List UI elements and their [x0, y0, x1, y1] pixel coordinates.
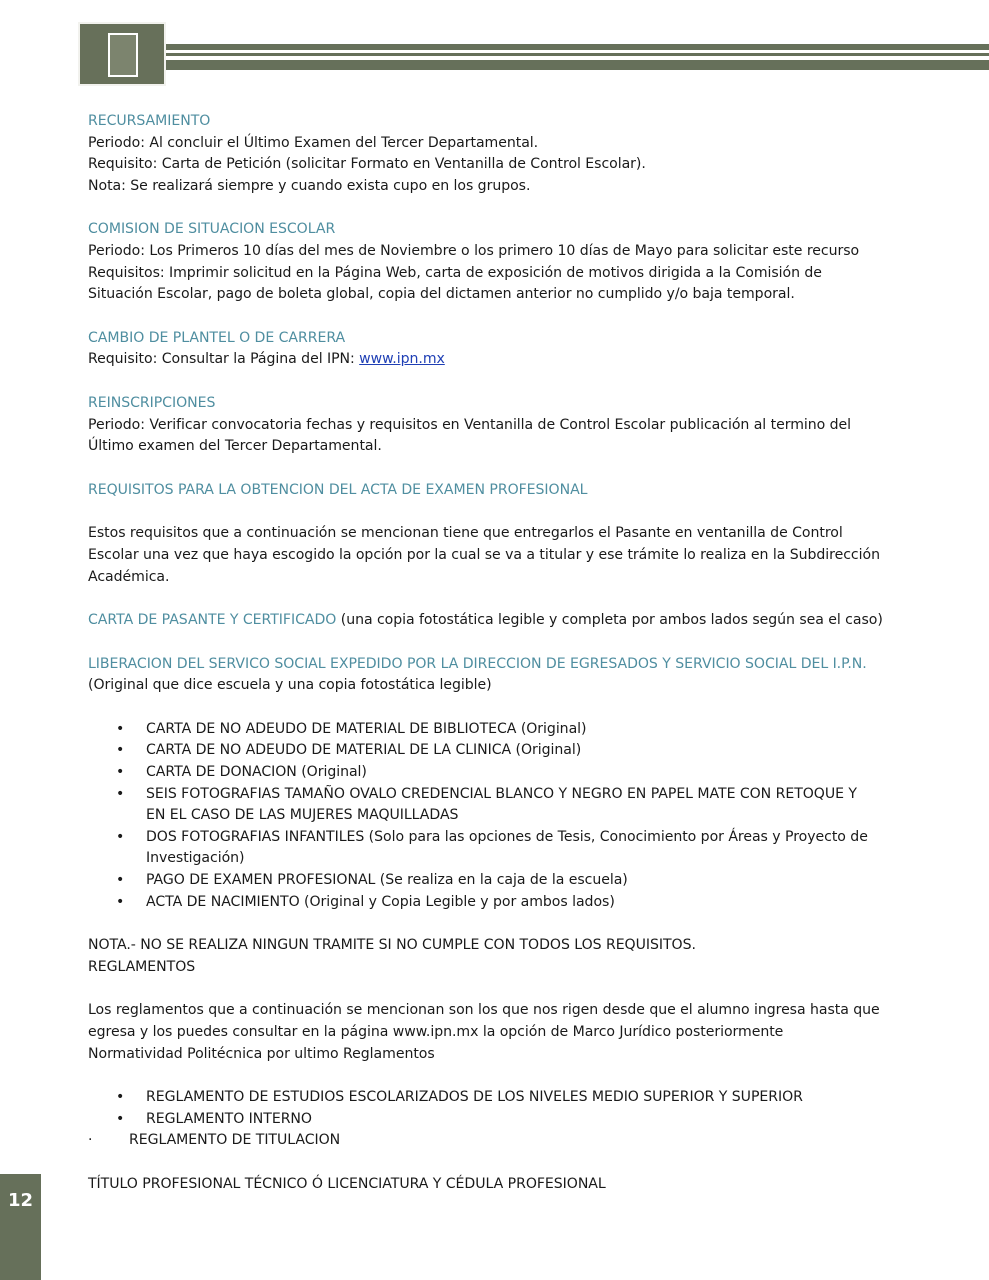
text-line: Requisitos: Imprimir solicitud en la Página Web, carta de exposición de motivos dirigida a la Comisión de	[88, 264, 822, 281]
text-line: Requisito: Carta de Petición (solicitar Formato en Ventanilla de Control Escolar).	[88, 156, 646, 173]
list-item: • REGLAMENTO DE ESTUDIOS ESCOLARIZADOS DE LOS NIVELES MEDIO SUPERIOR Y SUPERIOR	[88, 1087, 918, 1109]
ipn-link[interactable]: www.ipn.mx	[359, 351, 445, 368]
text-line: Periodo: Verificar convocatoria fechas y requisitos en Ventanilla de Control Escolar publicación al termino del	[88, 416, 852, 433]
nota-text: NOTA.- NO SE REALIZA NINGUN TRAMITE SI NO CUMPLE CON TODOS LOS REQUISITOS.	[88, 937, 696, 954]
text-line: (Original que dice escuela y una copia fotostática legible)	[88, 677, 492, 694]
text-line	[88, 349, 918, 371]
logo	[78, 22, 166, 86]
text-line: Estos requisitos que a continuación se mencionan tiene que entregarlos el Pasante en ventanilla de Control	[88, 525, 843, 542]
text-line: Escolar una vez que haya escogido la opción por la cual se va a titular y ese trámite lo realiza en la Subdirección	[88, 546, 880, 563]
list-item: • CARTA DE DONACION (Original)	[88, 762, 918, 784]
list-item: • ACTA DE NACIMIENTO (Original y Copia Legible y por ambos lados)	[88, 892, 918, 914]
page-number: 12	[7, 1190, 34, 1211]
list-item	[88, 827, 918, 870]
text-line: Los reglamentos que a continuación se mencionan son los que nos rigen desde que el alumno ingresa hasta que	[88, 1002, 880, 1019]
text-line: Periodo: Los Primeros 10 días del mes de Noviembre o los primero 10 días de Mayo para solicitar este recurso	[88, 242, 860, 259]
list-item: • PAGO DE EXAMEN PROFESIONAL (Se realiza en la caja de la escuela)	[88, 870, 918, 892]
list-item: • REGLAMENTO INTERNO	[88, 1109, 918, 1131]
document-body	[88, 111, 918, 1196]
section-title-carta: CARTA DE PASANTE Y CERTIFICADO	[88, 612, 337, 629]
text-line: Nota: Se realizará siempre y cuando exista cupo en los grupos.	[88, 177, 531, 194]
text-line: Académica.	[88, 568, 170, 585]
list-item-line: SEIS FOTOGRAFIAS TAMAÑO OVALO CREDENCIAL BLANCO Y NEGRO EN PAPEL MATE CON RETOQUE Y	[146, 785, 857, 802]
titulo-text: TÍTULO PROFESIONAL TÉCNICO Ó LICENCIATURA Y CÉDULA PROFESIONAL	[88, 1175, 606, 1192]
text-line: egresa y los puedes consultar en la página www.ipn.mx la opción de Marco Jurídico posteriormente	[88, 1024, 784, 1040]
text-line	[88, 610, 918, 632]
text-line: Situación Escolar, pago de boleta global, copia del dictamen anterior no cumplido y/o baja temporal.	[88, 286, 795, 303]
section-title-cambio: CAMBIO DE PLANTEL O DE CARRERA	[88, 329, 346, 346]
section-title-recursamiento: RECURSAMIENTO	[88, 113, 211, 129]
text-line: Último examen del Tercer Departamental.	[88, 438, 382, 455]
requirements-list	[88, 719, 918, 913]
section-title-liberacion: LIBERACION DEL SERVICO SOCIAL EXPEDIDO POR LA DIRECCION DE EGRESADOS Y SERVICIO SOCIAL DEL I.P.N.	[88, 655, 867, 672]
text-line: Periodo: Al concluir el Último Examen del Tercer Departamental.	[88, 134, 539, 151]
list-item: • CARTA DE NO ADEUDO DE MATERIAL DE LA CLINICA (Original)	[88, 740, 918, 762]
list-item: · REGLAMENTO DE TITULACION	[88, 1130, 918, 1152]
list-item	[88, 784, 918, 827]
list-item-line: Investigación)	[146, 850, 245, 867]
section-title-requisitos: REQUISITOS PARA LA OBTENCION DEL ACTA DE EXAMEN PROFESIONAL	[88, 481, 588, 498]
section-title-comision: COMISION DE SITUACION ESCOLAR	[88, 221, 336, 238]
text-prefix: Requisito: Consultar la Página del IPN:	[88, 351, 360, 368]
list-item: • CARTA DE NO ADEUDO DE MATERIAL DE BIBLIOTECA (Original)	[88, 719, 918, 741]
section-title-reglamentos: REGLAMENTOS	[88, 958, 196, 975]
page-tab	[0, 1174, 41, 1280]
building-door-icon	[108, 33, 138, 77]
carta-text: (una copia fotostática legible y completa por ambos lados según sea el caso)	[336, 612, 883, 629]
list-item-line: EN EL CASO DE LAS MUJERES MAQUILLADAS	[146, 807, 459, 824]
text-line: Normatividad Politécnica por ultimo Reglamentos	[88, 1045, 435, 1062]
reglamentos-list	[88, 1087, 918, 1130]
list-item-line: DOS FOTOGRAFIAS INFANTILES (Solo para las opciones de Tesis, Conocimiento por Áreas y Proyecto de	[146, 828, 868, 845]
section-title-reinscripciones: REINSCRIPCIONES	[88, 394, 216, 411]
